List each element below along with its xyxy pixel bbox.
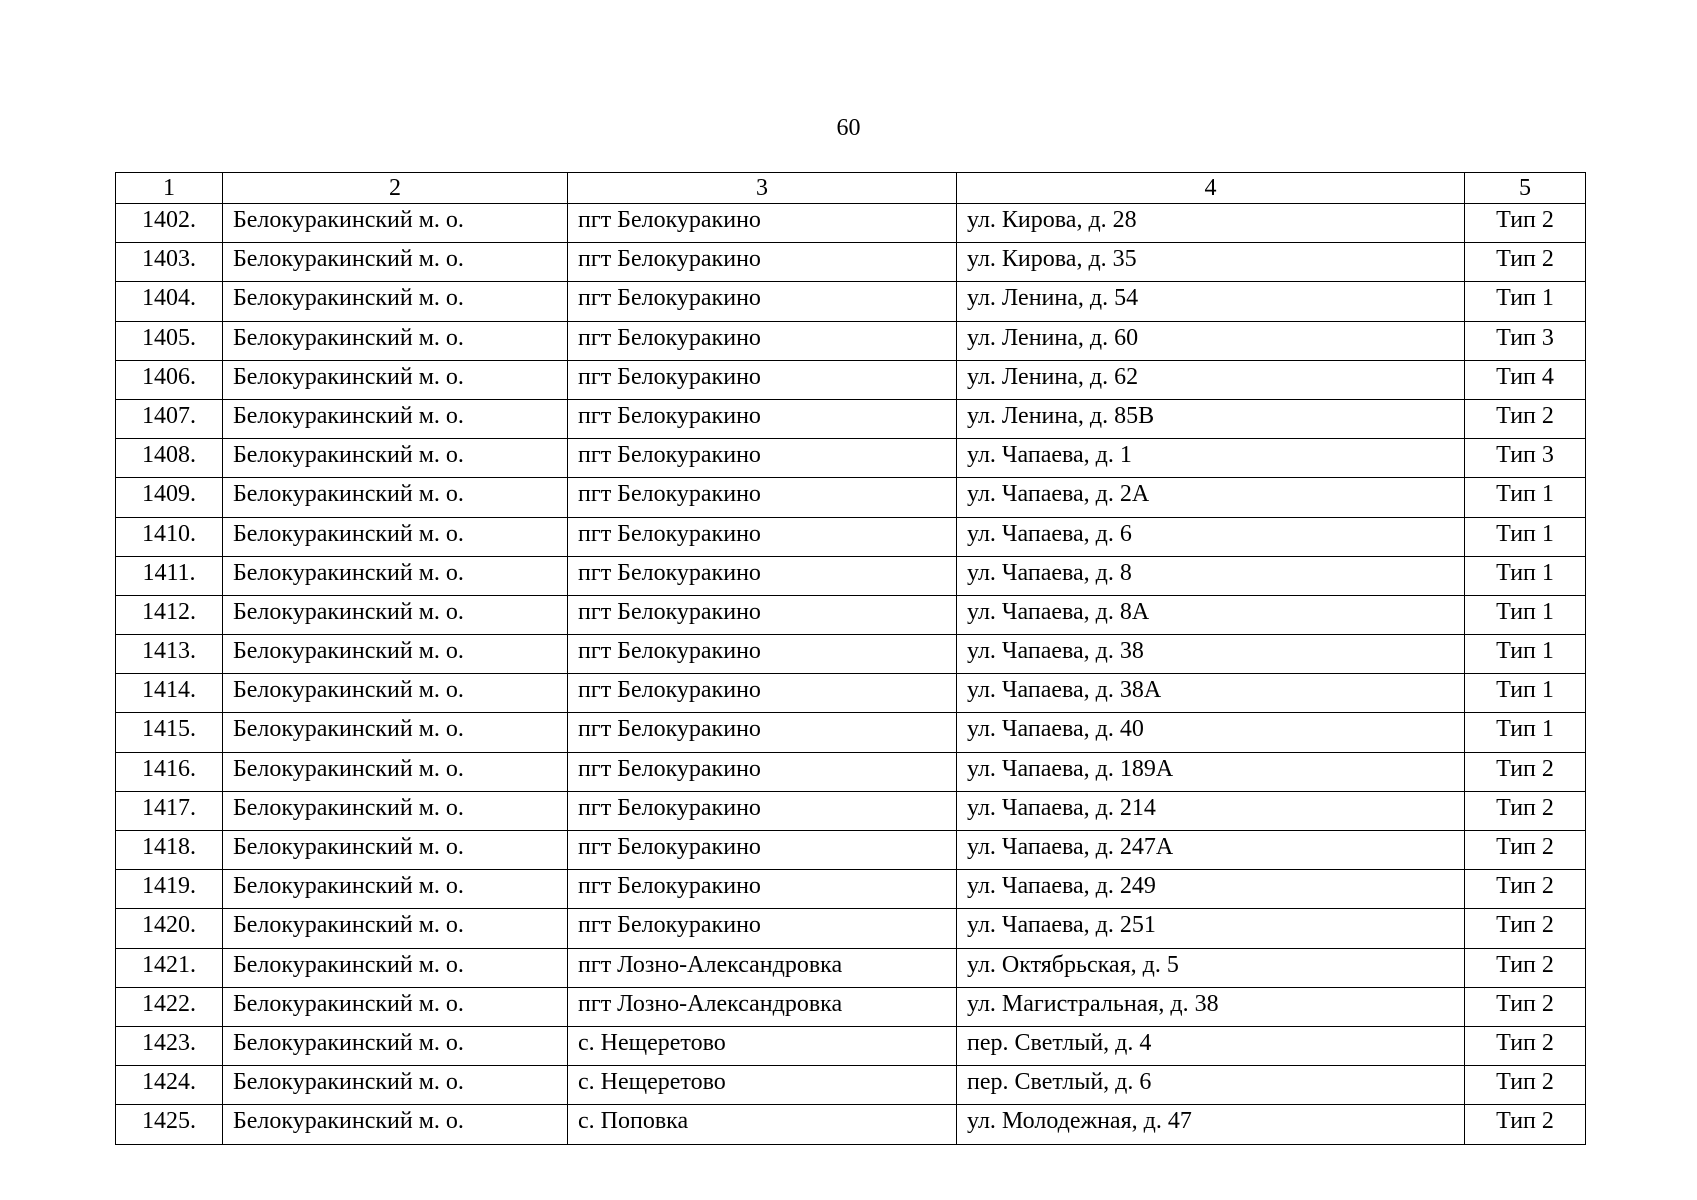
cell-address: ул. Ленина, д. 60 [957, 321, 1465, 360]
cell-district: Белокуракинский м. о. [223, 1066, 568, 1105]
cell-address: ул. Чапаева, д. 1 [957, 439, 1465, 478]
cell-address: ул. Чапаева, д. 8 [957, 556, 1465, 595]
cell-address: ул. Чапаева, д. 8А [957, 595, 1465, 634]
table-row [116, 243, 1586, 282]
header-col-settlement: 3 [568, 173, 957, 204]
cell-type: Тип 3 [1465, 321, 1586, 360]
table-row [116, 360, 1586, 399]
cell-row-number: 1419. [116, 870, 223, 909]
cell-district: Белокуракинский м. о. [223, 831, 568, 870]
cell-address: ул. Чапаева, д. 38А [957, 674, 1465, 713]
cell-type: Тип 1 [1465, 595, 1586, 634]
table-header [116, 173, 1586, 204]
table-row [116, 635, 1586, 674]
cell-address: ул. Ленина, д. 85В [957, 399, 1465, 438]
cell-address: ул. Чапаева, д. 251 [957, 909, 1465, 948]
table-row [116, 831, 1586, 870]
cell-district: Белокуракинский м. о. [223, 987, 568, 1026]
cell-address: ул. Чапаева, д. 189А [957, 752, 1465, 791]
cell-settlement: пгт Белокуракино [568, 321, 957, 360]
cell-type: Тип 1 [1465, 282, 1586, 321]
cell-row-number: 1408. [116, 439, 223, 478]
cell-address: ул. Ленина, д. 62 [957, 360, 1465, 399]
cell-district: Белокуракинский м. о. [223, 1105, 568, 1144]
cell-settlement: пгт Белокуракино [568, 556, 957, 595]
cell-row-number: 1420. [116, 909, 223, 948]
cell-address: ул. Чапаева, д. 214 [957, 791, 1465, 830]
cell-district: Белокуракинский м. о. [223, 791, 568, 830]
cell-type: Тип 1 [1465, 635, 1586, 674]
cell-row-number: 1410. [116, 517, 223, 556]
cell-settlement: пгт Лозно-Александровка [568, 948, 957, 987]
cell-type: Тип 2 [1465, 1026, 1586, 1065]
cell-settlement: пгт Белокуракино [568, 517, 957, 556]
cell-settlement: пгт Белокуракино [568, 399, 957, 438]
table-row [116, 556, 1586, 595]
cell-row-number: 1404. [116, 282, 223, 321]
cell-row-number: 1424. [116, 1066, 223, 1105]
cell-district: Белокуракинский м. о. [223, 399, 568, 438]
cell-settlement: с. Поповка [568, 1105, 957, 1144]
cell-settlement: пгт Белокуракино [568, 360, 957, 399]
cell-row-number: 1422. [116, 987, 223, 1026]
cell-address: ул. Чапаева, д. 249 [957, 870, 1465, 909]
cell-type: Тип 1 [1465, 713, 1586, 752]
cell-district: Белокуракинский м. о. [223, 948, 568, 987]
cell-type: Тип 2 [1465, 870, 1586, 909]
table-row [116, 791, 1586, 830]
table-body [116, 204, 1586, 1145]
cell-row-number: 1423. [116, 1026, 223, 1065]
cell-type: Тип 2 [1465, 1105, 1586, 1144]
table-row [116, 282, 1586, 321]
cell-settlement: пгт Белокуракино [568, 635, 957, 674]
table-row [116, 870, 1586, 909]
cell-district: Белокуракинский м. о. [223, 1026, 568, 1065]
cell-type: Тип 2 [1465, 909, 1586, 948]
cell-district: Белокуракинский м. о. [223, 556, 568, 595]
table-row [116, 713, 1586, 752]
cell-address: ул. Ленина, д. 54 [957, 282, 1465, 321]
header-col-district: 2 [223, 173, 568, 204]
header-col-number: 1 [116, 173, 223, 204]
cell-type: Тип 2 [1465, 752, 1586, 791]
cell-settlement: пгт Белокуракино [568, 439, 957, 478]
cell-row-number: 1425. [116, 1105, 223, 1144]
cell-settlement: пгт Белокуракино [568, 243, 957, 282]
cell-row-number: 1421. [116, 948, 223, 987]
cell-district: Белокуракинский м. о. [223, 321, 568, 360]
cell-address: ул. Кирова, д. 35 [957, 243, 1465, 282]
cell-row-number: 1417. [116, 791, 223, 830]
cell-settlement: пгт Белокуракино [568, 282, 957, 321]
cell-settlement: с. Нещеретово [568, 1066, 957, 1105]
cell-settlement: пгт Белокуракино [568, 752, 957, 791]
cell-district: Белокуракинский м. о. [223, 439, 568, 478]
cell-row-number: 1409. [116, 478, 223, 517]
cell-district: Белокуракинский м. о. [223, 282, 568, 321]
table-row [116, 321, 1586, 360]
cell-type: Тип 2 [1465, 243, 1586, 282]
page-number: 60 [836, 115, 861, 141]
cell-type: Тип 2 [1465, 791, 1586, 830]
cell-row-number: 1412. [116, 595, 223, 634]
cell-row-number: 1407. [116, 399, 223, 438]
cell-settlement: пгт Белокуракино [568, 831, 957, 870]
cell-district: Белокуракинский м. о. [223, 909, 568, 948]
cell-row-number: 1418. [116, 831, 223, 870]
cell-type: Тип 1 [1465, 478, 1586, 517]
cell-type: Тип 3 [1465, 439, 1586, 478]
cell-district: Белокуракинский м. о. [223, 478, 568, 517]
table-row [116, 439, 1586, 478]
cell-address: ул. Чапаева, д. 247А [957, 831, 1465, 870]
cell-district: Белокуракинский м. о. [223, 635, 568, 674]
cell-district: Белокуракинский м. о. [223, 517, 568, 556]
cell-district: Белокуракинский м. о. [223, 674, 568, 713]
table-row [116, 909, 1586, 948]
cell-type: Тип 2 [1465, 204, 1586, 243]
cell-settlement: пгт Белокуракино [568, 791, 957, 830]
table-row [116, 1105, 1586, 1144]
cell-type: Тип 4 [1465, 360, 1586, 399]
cell-settlement: пгт Белокуракино [568, 909, 957, 948]
cell-settlement: пгт Лозно-Александровка [568, 987, 957, 1026]
cell-district: Белокуракинский м. о. [223, 204, 568, 243]
cell-row-number: 1402. [116, 204, 223, 243]
cell-address: пер. Светлый, д. 4 [957, 1026, 1465, 1065]
cell-type: Тип 1 [1465, 517, 1586, 556]
cell-settlement: с. Нещеретово [568, 1026, 957, 1065]
cell-address: ул. Чапаева, д. 40 [957, 713, 1465, 752]
header-col-address: 4 [957, 173, 1465, 204]
table-row [116, 1066, 1586, 1105]
cell-row-number: 1405. [116, 321, 223, 360]
cell-district: Белокуракинский м. о. [223, 595, 568, 634]
cell-address: ул. Чапаева, д. 38 [957, 635, 1465, 674]
cell-address: ул. Молодежная, д. 47 [957, 1105, 1465, 1144]
cell-type: Тип 1 [1465, 556, 1586, 595]
cell-row-number: 1415. [116, 713, 223, 752]
cell-type: Тип 2 [1465, 399, 1586, 438]
cell-address: ул. Кирова, д. 28 [957, 204, 1465, 243]
header-row [116, 173, 1586, 204]
cell-district: Белокуракинский м. о. [223, 713, 568, 752]
cell-type: Тип 2 [1465, 948, 1586, 987]
cell-settlement: пгт Белокуракино [568, 478, 957, 517]
cell-row-number: 1416. [116, 752, 223, 791]
cell-district: Белокуракинский м. о. [223, 870, 568, 909]
cell-district: Белокуракинский м. о. [223, 752, 568, 791]
cell-row-number: 1411. [116, 556, 223, 595]
cell-row-number: 1413. [116, 635, 223, 674]
cell-district: Белокуракинский м. о. [223, 243, 568, 282]
table-row [116, 517, 1586, 556]
cell-address: ул. Чапаева, д. 2А [957, 478, 1465, 517]
table-row [116, 399, 1586, 438]
cell-type: Тип 2 [1465, 1066, 1586, 1105]
cell-settlement: пгт Белокуракино [568, 595, 957, 634]
cell-address: ул. Магистральная, д. 38 [957, 987, 1465, 1026]
cell-settlement: пгт Белокуракино [568, 204, 957, 243]
table-row [116, 674, 1586, 713]
table-row [116, 478, 1586, 517]
cell-type: Тип 1 [1465, 674, 1586, 713]
table-row [116, 1026, 1586, 1065]
table-row [116, 595, 1586, 634]
cell-address: ул. Чапаева, д. 6 [957, 517, 1465, 556]
cell-settlement: пгт Белокуракино [568, 674, 957, 713]
cell-address: ул. Октябрьская, д. 5 [957, 948, 1465, 987]
cell-district: Белокуракинский м. о. [223, 360, 568, 399]
cell-settlement: пгт Белокуракино [568, 870, 957, 909]
cell-settlement: пгт Белокуракино [568, 713, 957, 752]
cell-row-number: 1414. [116, 674, 223, 713]
cell-row-number: 1406. [116, 360, 223, 399]
table-row [116, 987, 1586, 1026]
table-row [116, 752, 1586, 791]
cell-type: Тип 2 [1465, 987, 1586, 1026]
cell-address: пер. Светлый, д. 6 [957, 1066, 1465, 1105]
header-col-type: 5 [1465, 173, 1586, 204]
registry-table [115, 172, 1586, 1145]
table-row [116, 204, 1586, 243]
cell-type: Тип 2 [1465, 831, 1586, 870]
table-row [116, 948, 1586, 987]
cell-row-number: 1403. [116, 243, 223, 282]
